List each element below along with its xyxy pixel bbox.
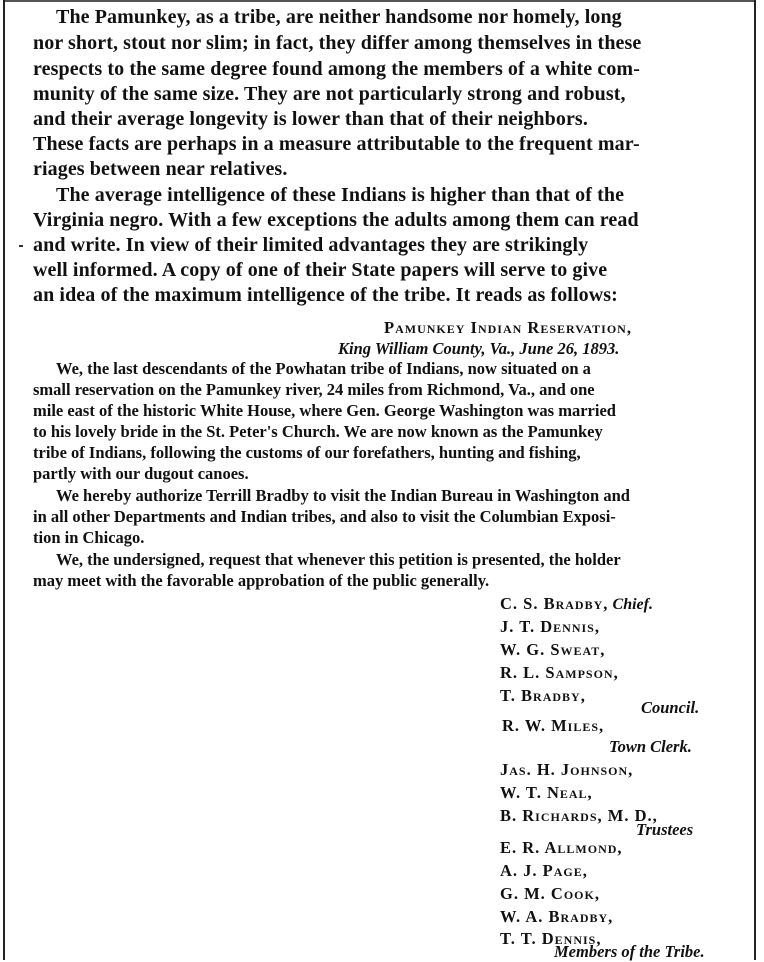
para2-line: The average intelligence of these Indians is higher than that of the — [56, 184, 625, 206]
signatory: T. T. Dennis, — [500, 929, 602, 948]
signature-line — [500, 594, 653, 614]
signatory-role: Chief. — [612, 596, 653, 613]
signatory: B. Richards, M. D., — [500, 806, 658, 825]
letter-line: partly with our dugout canoes. — [33, 464, 249, 483]
signatory: W. T. Neal, — [500, 783, 593, 802]
signatory: G. M. Cook, — [500, 884, 600, 903]
letter-line: to his lovely bride in the St. Peter's Church. We are now known as the Pamunkey — [33, 422, 603, 441]
letter-date: King William County, Va., June 26, 1893. — [338, 339, 620, 358]
signatory: A. J. Page, — [500, 861, 588, 880]
right-border — [754, 0, 756, 960]
letter-place: Pamunkey Indian Reservation, — [384, 318, 632, 337]
para1-line: munity of the same size. They are not particularly strong and robust, — [33, 83, 626, 105]
letter-line: We, the undersigned, request that whenever this petition is presented, the holder — [56, 550, 621, 569]
para1-line: riages between near relatives. — [33, 158, 288, 180]
trustees-label: Trustees — [636, 820, 694, 839]
signatory: J. T. Dennis, — [500, 617, 600, 636]
para1-line: These facts are perhaps in a measure attributable to the frequent mar- — [33, 133, 640, 155]
signatory: W. A. Bradby, — [500, 907, 614, 926]
para1-line: The Pamunkey, as a tribe, are neither handsome nor homely, long — [56, 6, 622, 28]
signatory: Jas. H. Johnson, — [500, 760, 634, 779]
letter-line: mile east of the historic White House, where Gen. George Washington was married — [33, 401, 616, 420]
signatory: R. L. Sampson, — [500, 663, 619, 682]
letter-line: tribe of Indians, following the customs of our forefathers, hunting and fishing, — [33, 443, 581, 462]
para1-line: respects to the same degree found among the members of a white com- — [33, 58, 640, 80]
para1-line: and their average longevity is lower than that of their neighbors. — [33, 108, 588, 130]
signatory: E. R. Allmond, — [500, 838, 623, 857]
para2-line: and write. In view of their limited advantages they are strikingly — [33, 234, 589, 256]
para2-line: Virginia negro. With a few exceptions the adults among them can read — [33, 209, 639, 231]
para1-line: nor short, stout nor slim; in fact, they differ among themselves in these — [33, 32, 642, 54]
letter-line: We hereby authorize Terrill Bradby to visit the Indian Bureau in Washington and — [56, 486, 630, 505]
top-border — [3, 0, 756, 2]
signatory: R. W. Miles, — [502, 716, 605, 735]
council-label: Council. — [641, 698, 700, 717]
town-clerk-label: Town Clerk. — [609, 737, 692, 756]
signatory: C. S. Bradby, — [500, 594, 609, 613]
para2-line: well informed. A copy of one of their State papers will serve to give — [33, 259, 608, 281]
letter-line: may meet with the favorable approbation of the public generally. — [33, 571, 490, 590]
members-label: Members of the Tribe. — [554, 942, 705, 961]
margin-mark — [19, 245, 23, 247]
signatory: W. G. Sweat, — [500, 640, 606, 659]
para2-line: an idea of the maximum intelligence of the tribe. It reads as follows: — [33, 284, 618, 306]
signatory: T. Bradby, — [500, 686, 586, 705]
letter-line: tion in Chicago. — [33, 528, 145, 547]
letter-line: We, the last descendants of the Powhatan tribe of Indians, now situated on a — [56, 359, 591, 378]
left-border — [3, 0, 5, 960]
letter-line: in all other Departments and Indian tribes, and also to visit the Columbian Exposi- — [33, 507, 616, 526]
letter-line: small reservation on the Pamunkey river, 24 miles from Richmond, Va., and one — [33, 380, 595, 399]
